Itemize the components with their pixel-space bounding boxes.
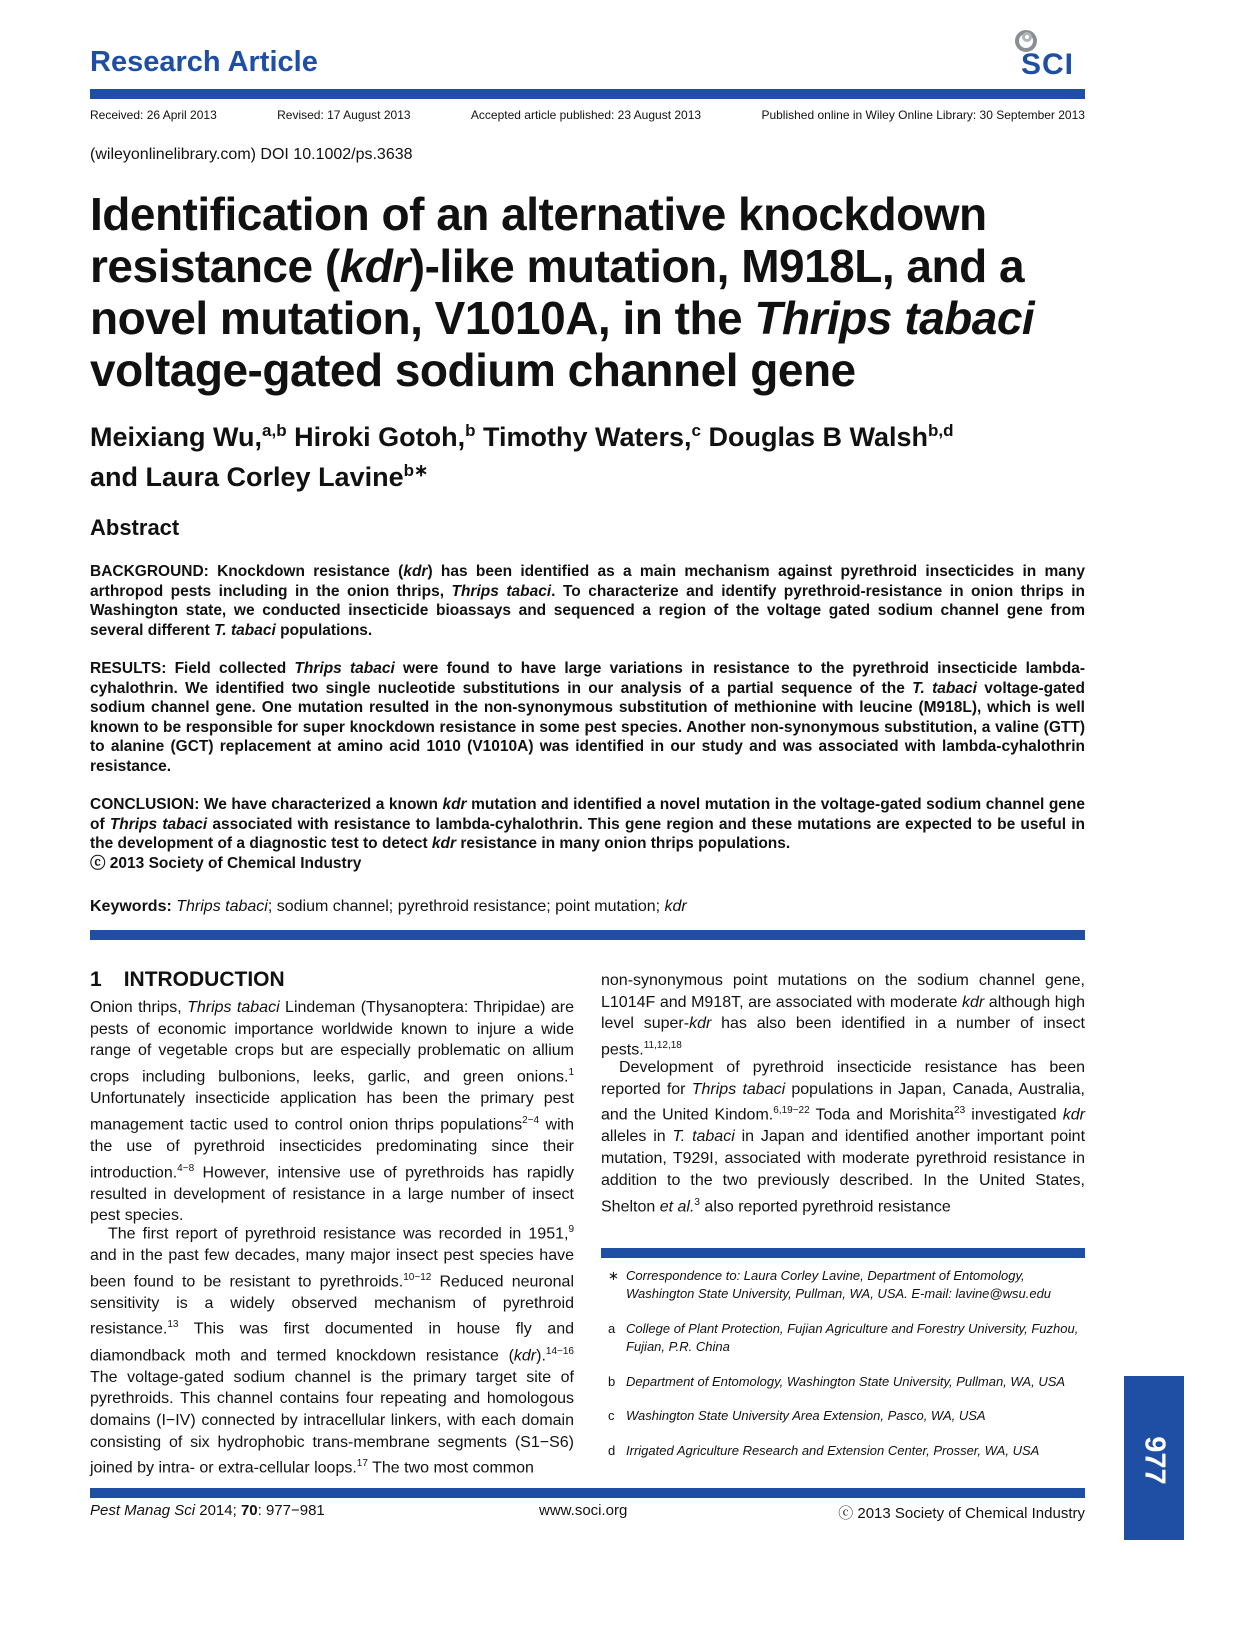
abstract-background: BACKGROUND: Knockdown resistance (kdr) has been identified as a main mechanism against pyrethroid insecticides in many arthropod pests including in the onion thrips, Thrips tabaci. To characterize and identify pyrethroid-resistance in onion thrips in Washington state, we conducted insecticide bioassays and sequenced a region of the voltage gated sodium channel gene from several different T. tabaci populations. <box>90 563 1085 639</box>
abstract-results: RESULTS: Field collected Thrips tabaci were found to have large variations in resistance to the pyrethroid insecticide lambda-cyhalothrin. We identified two single nucleotide substitutions in our analysis of a partial sequence of the T. tabaci voltage-gated sodium channel gene. One mutation resulted in the non-synonymous substitution of methionine with leucine (M918L), which is well known to be responsible for super knockdown resistance in some pest species. Another non-synonymous substitution, a valine (GTT) to alanine (GCT) replacement at amino acid 1010 (V1010A) was identified in our study and was associated with lambda-cyhalothrin resistance. <box>90 660 1086 775</box>
intro-left-para-1: Onion thrips, Thrips tabaci Lindeman (Thysanoptera: Thripidae) are pests of economic importance worldwide known to injure a wide range of vegetable crops but are especially problematic on allium crops including bulbonions, leeks, garlic, and green onions.$^1$ Unfortunately insecticide application has been the primary pest management tactic used to control onion thrips populations$^{2-4}$ with the use of pyrethroid insecticides predominating since their introduction.$^{4-8}$ However, intensive use of pyrethroids has rapidly resulted in development of resistance in a large number of insect pest species. <box>90 999 575 1225</box>
abstract-rule <box>90 930 1085 940</box>
footnote-affiliation-d: d Irrigated Agriculture Research and Extension Center, Prosser, WA, USA <box>608 1443 1040 1458</box>
footnote-affiliation-c: c Washington State University Area Extension, Pasco, WA, USA <box>608 1408 986 1423</box>
article-title: Identification of an alternative knockdown resistance (kdr)-like mutation, M918L, and a novel mutation, V1010A, in the Thrips tabaci voltage-gated sodium channel gene <box>90 188 1035 396</box>
intro-right-para-2: Development of pyrethroid insecticide resistance has been reported for Thrips tabaci populations in Japan, Canada, Australia, and the United Kindom.$^{6,19-22}$ Toda and Morishita$^{23}$ investigated kdr alleles in T. tabaci in Japan and identified another important point mutation, T929I, associated with moderate pyrethroid resistance in addition to the two previously described. In the United States, Shelton et al.$^3$ also reported pyrethroid resistance <box>601 1059 1086 1215</box>
doi-line: (wileyonlinelibrary.com) DOI 10.1002/ps.3638 <box>90 146 413 163</box>
abstract-heading: Abstract <box>90 515 180 540</box>
accepted-date: Accepted article published: 23 August 2013 <box>470 108 702 122</box>
footnote-rule <box>601 1248 1085 1258</box>
footnote-affiliation-a: a College of Plant Protection, Fujian Agriculture and Forestry University, Fuzhou, Fujian, P.R. China <box>608 1321 1079 1354</box>
footnote-affiliation-b: b Department of Entomology, Washington State University, Pullman, WA, USA <box>608 1374 1066 1389</box>
logo-text: SCI <box>1021 48 1075 81</box>
article-dates <box>90 108 1085 122</box>
revised-date: Revised: 17 August 2013 <box>277 108 411 122</box>
keywords: Keywords: Thrips tabaci; sodium channel; pyrethroid resistance; point mutation; kdr <box>90 898 687 915</box>
intro-left-para-2: The first report of pyrethroid resistance was recorded in 1951,$^9$ and in the past few decades, many major insect pest species have been found to be resistant to pyrethroids.$^{10-12}$ Reduced neuronal sensitivity is a widely observed mechanism of pyrethroid resistance.$^{13}$ This was first documented in house fly and diamondback moth and termed knockdown resistance (kdr).$^{14-16}$ The voltage-gated sodium channel is the primary target site of pyrethroids. This channel contains four repeating and homologous domains (I−IV) connected by intracellular linkers, with each domain consisting of six hydrophobic trans-membrane segments (S1−S6) joined by intra- or extra-cellular loops.$^{17}$ The two most common <box>90 1224 574 1477</box>
page-number-tab: 977 <box>1124 1376 1184 1540</box>
abstract-conclusion: CONCLUSION: We have characterized a known kdr mutation and identified a novel mutation in the voltage-gated sodium channel gene of Thrips tabaci associated with resistance to lambda-cyhalothrin. This gene region and these mutations are expected to be useful in the development of a diagnostic test to detect kdr resistance in many onion thrips populations. ⓒ 2013 Society of Chemical Industry <box>90 796 1085 872</box>
journal-citation: Pest Manag Sci 2014; 70: 977−981 <box>90 1502 325 1519</box>
header-rule <box>90 89 1085 99</box>
website-link[interactable]: www.soci.org <box>539 1502 628 1519</box>
footnote-correspondence: ∗ Correspondence to: Laura Corley Lavine, Department of Entomology, Washington State University, Pullman, WA, USA. E-mail: lavine@wsu.edu <box>608 1268 1052 1301</box>
author-list: Meixiang Wu,$^{a,b}$ Hiroki Gotoh,$^b$ Timothy Waters,$^c$ Douglas B Walsh$^{b,d}$ and Laura Corley Lavine$^{b∗}$ <box>90 421 954 492</box>
sci-logo <box>1015 30 1085 82</box>
received-date: Received: 26 April 2013 <box>90 108 217 122</box>
abstract-copyright: ⓒ 2013 Society of Chemical Industry <box>90 854 362 872</box>
section-heading-introduction: 1 INTRODUCTION <box>90 968 285 991</box>
article-type: Research Article <box>90 46 318 78</box>
logo-inner-ring-icon <box>1022 32 1032 42</box>
footer-rule <box>90 1488 1085 1498</box>
footer-copyright: ⓒ 2013 Society of Chemical Industry <box>838 1505 1085 1522</box>
intro-right-para-1: non-synonymous point mutations on the sodium channel gene, L1014F and M918T, are associated with moderate kdr although high level super-kdr has also been identified in a number of insect pests.$^{11,12,18}$ <box>601 972 1086 1059</box>
published-date: Published online in Wiley Online Library: 30 September 2013 <box>761 108 1085 122</box>
